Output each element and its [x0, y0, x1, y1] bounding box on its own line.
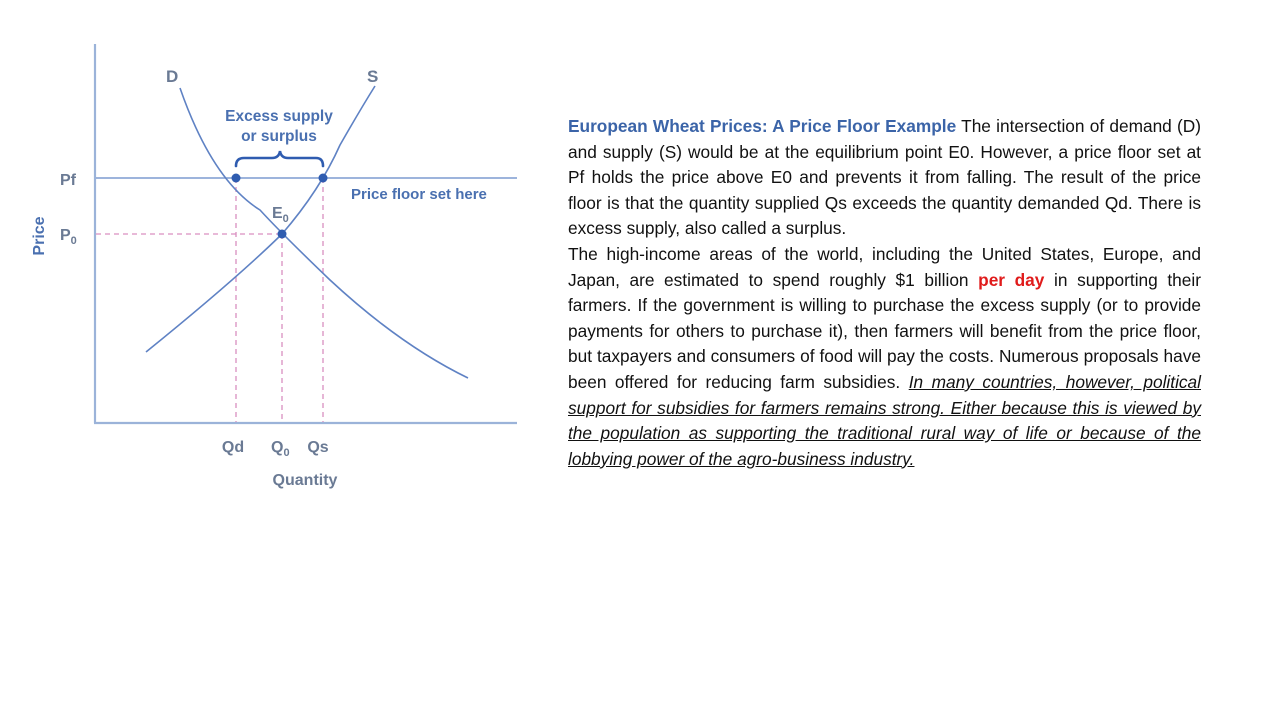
qs-label: Qs [307, 439, 329, 456]
paragraph-2-underlined: In many countries, however, political support for subsidies for farmers remains strong. Either because this is viewed by the population as supporting the traditional rural way of life or because of the lobbying power of the agro-business industry. [568, 371, 1201, 469]
e0-main: E [272, 205, 283, 222]
supply-label: S [367, 67, 379, 86]
q0-main: Q [271, 439, 284, 456]
surplus-brace [236, 151, 323, 166]
supply-curve [146, 86, 375, 352]
p0-sub: 0 [70, 235, 77, 247]
paragraph-price-floor [568, 114, 1201, 242]
equilibrium-point [278, 230, 287, 239]
excess-supply-label-line2: or surplus [241, 128, 317, 145]
qd-label: Qd [221, 439, 245, 456]
q0-label [271, 439, 290, 459]
explanation-text [568, 114, 1201, 472]
x-axis-title: Quantity [272, 472, 338, 489]
paragraph-1-body: The intersection of demand (D) and supply (S) would be at the equilibrium point E0. However, a price floor set at Pf holds the price above E0 and prevents it from falling. The result of the price floor is that the quantity supplied Qs exceeds the quantity demanded Qd. There is excess supply, also called a surplus. [568, 116, 1201, 239]
y-axis-title: Price [31, 216, 48, 256]
price-floor-diagram [0, 0, 560, 720]
p0-label [60, 227, 77, 247]
demand-curve [180, 88, 468, 378]
paragraph-2-middle: in supporting their farmers. If the government is willing to purchase the excess supply (or to provide payments for others to purchase it), then farmers will benefit from the price floor, but taxpayers and consumers of food will pay the costs. Numerous proposals have been offered for reducing farm subsidies. [568, 269, 1201, 392]
per-day-highlight: per day [978, 269, 1045, 290]
price-floor-note: Price floor set here [351, 186, 487, 203]
excess-supply-label-line1: Excess supply [225, 108, 333, 125]
pf-label: Pf [60, 172, 76, 189]
qs-pf-point [319, 174, 328, 183]
paragraph-title: European Wheat Prices: A Price Floor Example [568, 116, 957, 136]
q0-sub: 0 [283, 447, 290, 459]
p0-main: P [60, 227, 71, 244]
equilibrium-label [272, 205, 289, 225]
e0-sub: 0 [282, 213, 289, 225]
paragraph-subsidies [568, 242, 1201, 472]
demand-label: D [166, 67, 179, 86]
qd-pf-point [232, 174, 241, 183]
paragraph-2-start: The high-income areas of the world, including the United States, Europe, and Japan, are estimated to spend roughly $1 billion [568, 243, 1201, 290]
